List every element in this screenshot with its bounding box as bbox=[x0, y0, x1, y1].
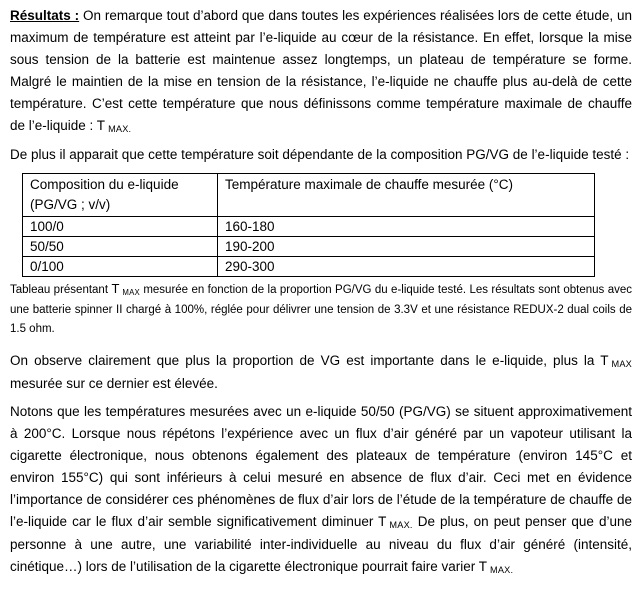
airflow-text-start: Notons que les températures mesurées avec un e-liquide 50/50 (PG/VG) se situent approximativement à 200°C. Lorsque nous répétons l’expérience avec un flux d’air généré par un vapoteur utilisant la cigarette électronique, nous obtenons également des plateaux de température (environ 145°C et environ 155°C) qui sont inférieurs à celui mesuré en absence de flux d’air. Ceci met en évidence l’importance de considérer ces phénomènes de flux d’air lors de l’étude de la température de chauffe de l’e-liquide car le flux d’air semble significativement diminuer T bbox=[10, 403, 632, 529]
cell-composition-100-0: 100/0 bbox=[23, 217, 218, 237]
caption-text-end: mesurée en fonction de la proportion PG/VG du e-liquide testé. Les résultats sont obtenus avec une batterie spinner II chargé à 100%, réglée pour délivrer une tension de 3.3V et une résistance REDUX-2 dual coils de 1.5 ohm. bbox=[10, 284, 632, 335]
table-row bbox=[23, 257, 595, 277]
results-table bbox=[22, 173, 595, 277]
cell-temp-100-0: 160-180 bbox=[218, 217, 595, 237]
tmax-subscript: MAX. bbox=[389, 519, 413, 530]
paragraph-composition-intro bbox=[10, 144, 632, 166]
header-cell-composition: Composition du e-liquide (PG/VG ; v/v) bbox=[23, 174, 218, 217]
results-table-body bbox=[23, 217, 595, 277]
table-row bbox=[23, 237, 595, 257]
results-table-header bbox=[23, 174, 595, 217]
cell-composition-0-100: 0/100 bbox=[23, 257, 218, 277]
paragraph-airflow-discussion bbox=[10, 401, 632, 579]
paragraph-results bbox=[10, 5, 632, 138]
table-header-row bbox=[23, 174, 595, 217]
tmax-subscript: MAX bbox=[122, 288, 140, 297]
tmax-subscript: MAX bbox=[611, 358, 632, 369]
tmax-subscript: MAX. bbox=[490, 564, 514, 575]
composition-intro-text: De plus il apparait que cette température soit dépendante de la composition PG/VG de l’e-liquide testé : bbox=[10, 147, 630, 162]
header-cell-temperature: Température maximale de chauffe mesurée (°C) bbox=[218, 174, 595, 217]
airflow-text-middle: De plus, on peut penser que d’une personne à une autre, une variabilité inter-individuelle au niveau du flux d’air généré (intensité, cinétique…) lors de l’utilisation de la cigarette électronique pourrait faire varier T bbox=[10, 513, 633, 574]
cell-temp-0-100: 290-300 bbox=[218, 257, 595, 277]
tmax-subscript: MAX. bbox=[108, 124, 132, 134]
table-row bbox=[23, 217, 595, 237]
results-heading-label: Résultats : bbox=[10, 8, 80, 23]
table-caption bbox=[10, 279, 632, 340]
observation-text-end: mesurée sur ce dernier est élevée. bbox=[10, 375, 218, 391]
cell-composition-50-50: 50/50 bbox=[23, 237, 218, 257]
paragraph-observation bbox=[10, 350, 632, 395]
caption-t-symbol: T bbox=[111, 281, 120, 296]
caption-text-start: Tableau présentant bbox=[10, 284, 112, 296]
results-body-text: On remarque tout d’abord que dans toutes les expériences réalisées lors de cette étude, un maximum de température est atteint par l’e-liquide au cœur de la résistance. En effet, lorsque la mise sous tension de la batterie est maintenue assez longtemps, un plateau de température se forme. Malgré le maintien de la mise en tension de la résistance, l’e-liquide ne chauffe plus au-delà de cette température. C’est cette température que nous définissons comme température maximale de chauffe de l’e-liquide : T bbox=[10, 8, 632, 133]
cell-temp-50-50: 190-200 bbox=[218, 237, 595, 257]
observation-text-start: On observe clairement que plus la proportion de VG est importante dans le e-liquide, plus la T bbox=[10, 352, 609, 368]
